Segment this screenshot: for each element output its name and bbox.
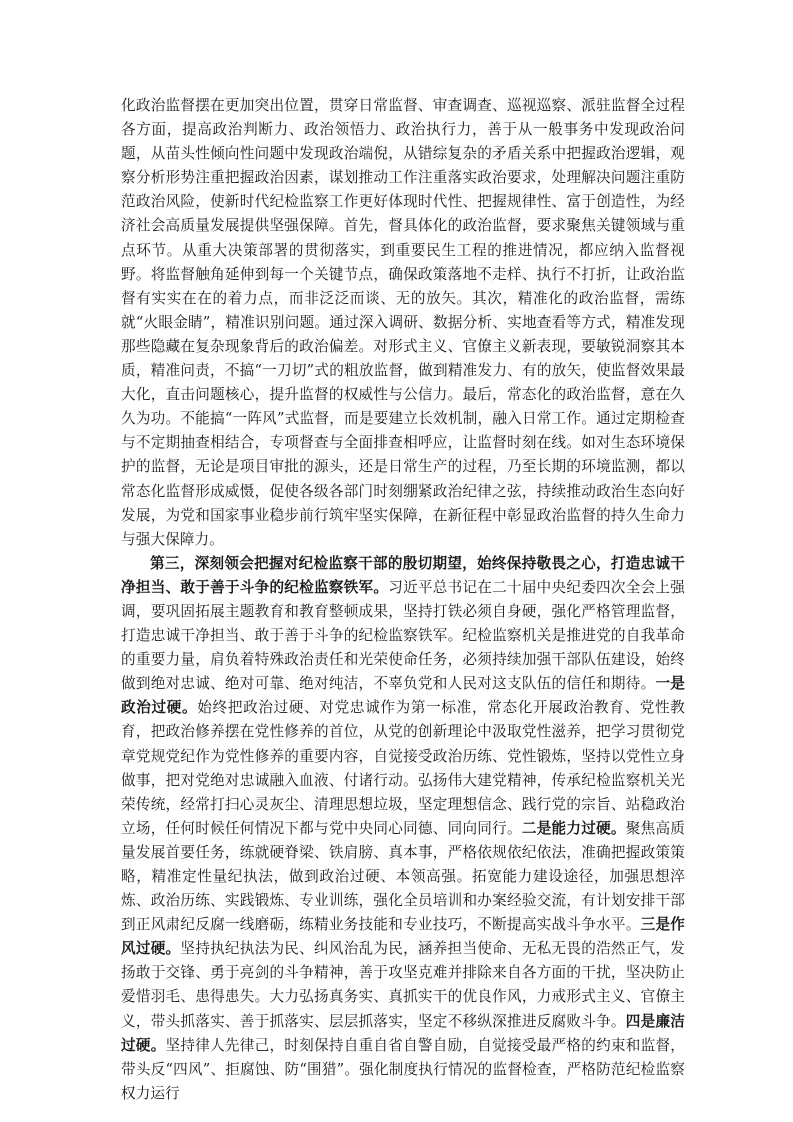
point-heading-integrity: 四是廉洁过硬。 xyxy=(121,1012,685,1054)
document-body xyxy=(121,94,685,1106)
paragraph-text: 始终把政治过硬、对党忠诚作为第一标准，常态化开展政治教育、党性教育，把政治修养摆在党性修养的首位，从党的创新理论中汲取党性滋养，把学习贯彻党章党规党纪作为党性修养的重要内容，自觉接受政治历练、党性锻炼，坚持以党性立身做事，把对党绝对忠诚融入血液、付诸行动。弘扬伟大建党精神，传承纪检监察机关光荣传统，经常打扫心灵灰尘、清理思想垃圾，坚定理想信念、践行党的宗旨、站稳政治立场，任何时候任何情况下都与党中央同心同德、同向同行。 xyxy=(121,699,685,837)
paragraph-text: 聚焦高质量发展首要任务，练就硬脊梁、铁肩膀、真本事，严格依规依纪依法，准确把握政策策略，精准定性量纪执法，做到政治过硬、本领高强。拓宽能力建设途径，加强思想淬炼、政治历练、实践锻炼、专业训练，强化全员培训和办案经验交流，有计划安排干部到正风肃纪反腐一线磨砺，练精业务技能和专业技巧，不断提高实战斗争水平。 xyxy=(121,819,685,934)
body-paragraph: 化政治监督摆在更加突出位置，贯穿日常监督、审查调查、巡视巡察、派驻监督全过程各方面，提高政治判断力、政治领悟力、政治执行力，善于从一般事务中发现政治问题，从苗头性倾向性问题中发现政治端倪，从错综复杂的矛盾关系中把握政治逻辑，观察分析形势注重把握政治因素，谋划推动工作注重落实政治要求，处理解决问题注重防范政治风险，使新时代纪检监察工作更好体现时代性、把握规律性、富于创造性，为经济社会高质量发展提供坚强保障。首先，督具体化的政治监督，要求聚焦关键领域与重点环节。从重大决策部署的贯彻落实，到重要民生工程的推进情况，都应纳入监督视野。将监督触角延伸到每一个关键节点，确保政策落地不走样、执行不打折，让政治监督有实实在在的着力点，而非泛泛而谈、无的放矢。其次，精准化的政治监督，需练就“火眼金睛”，精准识别问题。通过深入调研、数据分析、实地查看等方式，精准发现那些隐藏在复杂现象背后的政治偏差。对形式主义、官僚主义新表现，要敏锐洞察其本质，精准问责，不搞“一刀切”式的粗放监督，做到精准发力、有的放矢，使监督效果最大化，直击问题核心，提升监督的权威性与公信力。最后，常态化的政治监督，意在久久为功。不能搞“一阵风”式监督，而是要建立长效机制，融入日常工作。通过定期检查与不定期抽查相结合，专项督查与全面排查相呼应，让监督时刻在线。如对生态环境保护的监督，无论是项目审批的源头，还是日常生产的过程，乃至长期的环境监测，都以常态化监督形成威慑，促使各级各部门时刻绷紧政治纪律之弦，持续推动政治生态向好发展，为党和国家事业稳步前行筑牢坚实保障，在新征程中彰显政治监督的持久生命力与强大保障力。 xyxy=(121,97,685,548)
point-heading-style: 三是作风过硬。 xyxy=(121,916,685,958)
point-heading-ability: 二是能力过硬。 xyxy=(521,819,626,837)
point-heading-political: 一是政治过硬。 xyxy=(121,675,685,717)
body-paragraph-section-three xyxy=(121,552,685,1106)
section-heading-third: 第三，深刻领会把握对纪检监察干部的殷切期望，始终保持敬畏之心，打造忠诚干净担当、敢于善于斗争的纪检监察铁军。 xyxy=(121,554,685,596)
paragraph-text: 坚持执纪执法为民、纠风治乱为民，涵养担当使命、无私无畏的浩然正气，发扬敢于交锋、勇于亮剑的斗争精神，善于攻坚克难并排除来自各方面的干扰，坚决防止爱惜羽毛、患得患失。大力弘扬真务实、真抓实干的优良作风，力戒形式主义、官僚主义，带头抓落实、善于抓落实、层层抓落实，坚定不移纵深推进反腐败斗争。 xyxy=(121,940,685,1030)
paragraph-text: 坚持律人先律己，时刻保持自重自省自警自励，自觉接受最严格的约束和监督，带头反“四风”、拒腐蚀、防“围猎”。强化制度执行情况的监督检查，严格防范纪检监察权力运行 xyxy=(121,1036,685,1102)
paragraph-text: 习近平总书记在二十届中央纪委四次全会上强调，要巩固拓展主题教育和教育整顿成果，坚持打铁必须自身硬，强化严格管理监督，打造忠诚干净担当、敢于善于斗争的纪检监察铁军。纪检监察机关是推进党的自我革命的重要力量，肩负着特殊政治责任和光荣使命任务，必须持续加强干部队伍建设，始终做到绝对忠诚、绝对可靠、绝对纯洁，不辜负党和人民对这支队伍的信任和期待。 xyxy=(121,578,685,693)
